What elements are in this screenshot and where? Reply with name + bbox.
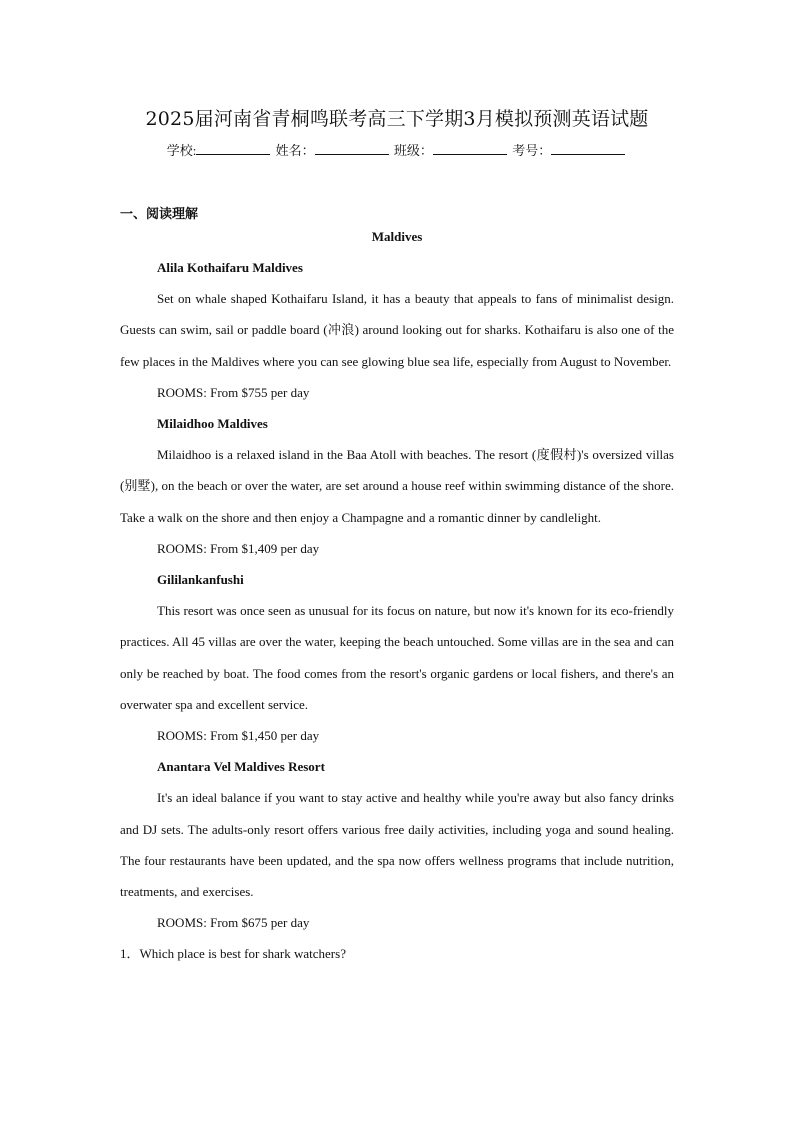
resort-description: Set on whale shaped Kothaifaru Island, it has a beauty that appeals to fans of minimalist design. Guests can swim, sail or paddle board (冲浪) around looking out for sharks. Kothaifaru is also one of the few places in the Maldives where you can see glowing blue sea life, especially from August to November. bbox=[120, 291, 674, 369]
resort-name: Anantara Vel Maldives Resort bbox=[157, 759, 325, 775]
resort-rooms: ROOMS: From $675 per day bbox=[157, 915, 310, 931]
article-body bbox=[120, 252, 674, 970]
page-title: 2025届河南省青桐鸣联考高三下学期3月模拟预测英语试题 bbox=[145, 108, 649, 130]
resort-description: Milaidhoo is a relaxed island in the Baa Atoll with beaches. The resort (度假村)'s oversized villas (别墅), on the beach or over the water, are set around a house reef within swimming distance of the shore. Take a walk on the shore and then enjoy a Champagne and a romantic dinner by candlelight. bbox=[120, 447, 674, 525]
question: 1．Which place is best for shark watchers? bbox=[120, 946, 346, 962]
class-field[interactable] bbox=[433, 142, 507, 155]
section-title: 一、阅读理解 bbox=[120, 206, 199, 221]
school-field[interactable] bbox=[196, 142, 270, 155]
resort-name: Milaidhoo Maldives bbox=[157, 416, 268, 432]
school-label: 学校: bbox=[166, 143, 197, 158]
exam-number-field[interactable] bbox=[551, 142, 625, 155]
class-label: 班级： bbox=[393, 143, 433, 158]
resort-description: It's an ideal balance if you want to stay active and healthy while you're away but also fancy drinks and DJ sets. The adults-only resort offers various free daily activities, including yoga and sound healing. The four restaurants have been updated, and the spa now offers wellness programs that include nutrition, treatments, and exercises. bbox=[120, 790, 674, 900]
name-field[interactable] bbox=[315, 142, 389, 155]
student-info-line bbox=[0, 140, 794, 159]
resort-rooms: ROOMS: From $1,409 per day bbox=[157, 540, 320, 556]
resort-rooms: ROOMS: From $1,450 per day bbox=[157, 728, 320, 744]
resort-name: Gililankanfushi bbox=[157, 572, 244, 588]
article-title: Maldives bbox=[371, 229, 423, 244]
resort-name: Alila Kothaifaru Maldives bbox=[157, 260, 303, 275]
resort-rooms: ROOMS: From $755 per day bbox=[157, 384, 310, 400]
name-label: 姓名： bbox=[275, 143, 315, 158]
resort-description: This resort was once seen as unusual for its focus on nature, but now it's known for its eco-friendly practices. All 45 villas are over the water, keeping the beach untouched. Some villas are in the sea and can only be reached by boat. The food comes from the resort's organic gardens or local fishers, and there's an overwater spa and excellent service. bbox=[120, 603, 674, 712]
exam-number-label: 考号： bbox=[512, 143, 552, 158]
